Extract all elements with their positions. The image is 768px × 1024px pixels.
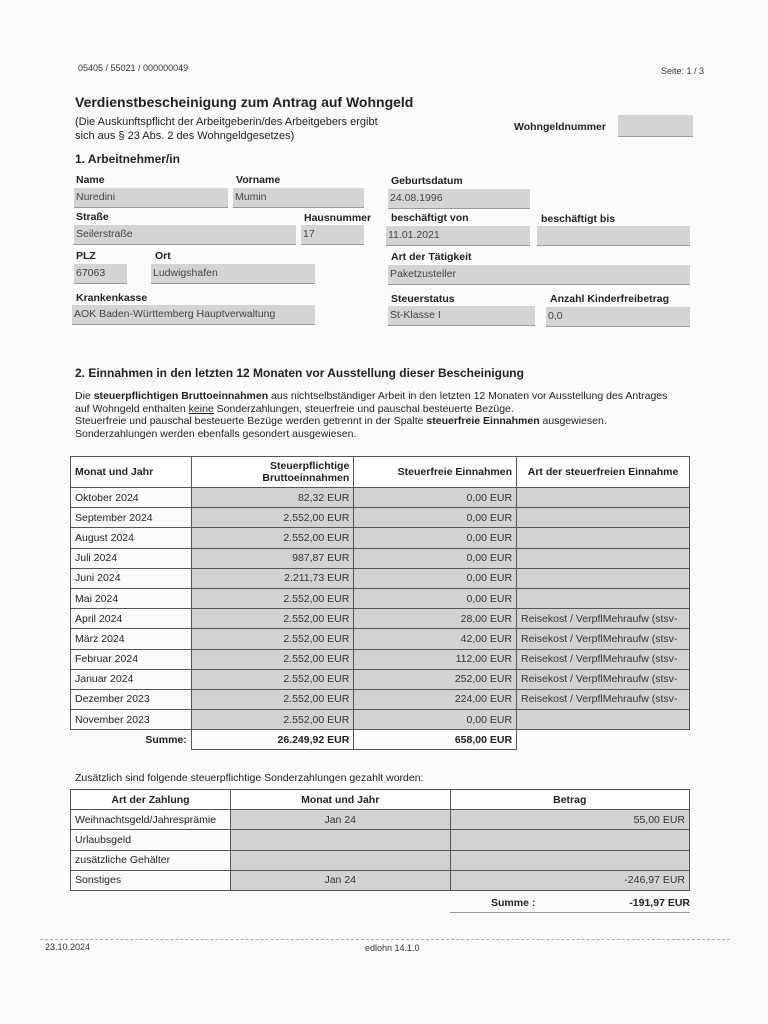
payment-type-cell: zusätzliche Gehälter: [71, 850, 231, 870]
income-row: [71, 669, 690, 689]
taetigkeit-label: Art der Tätigkeit: [391, 251, 472, 263]
col-steuerfrei: Steuerfreie Einnahmen: [354, 457, 517, 488]
brutto-cell: 2.552,00 EUR: [191, 649, 354, 669]
footer-software: edlohn 14.1.0: [365, 943, 420, 953]
art-cell: Reisekost / VerpflMehraufw (stsv-: [517, 649, 690, 669]
art-cell: [517, 548, 690, 568]
name-label: Name: [76, 174, 105, 186]
brutto-cell: 2.552,00 EUR: [191, 669, 354, 689]
income-row: [71, 689, 690, 709]
payment-month-cell: Jan 24: [230, 810, 450, 830]
income-row: [71, 649, 690, 669]
month-cell: Juni 2024: [71, 568, 192, 588]
brutto-cell: 2.552,00 EUR: [191, 629, 354, 649]
month-cell: Oktober 2024: [71, 488, 192, 508]
income-row: [71, 488, 690, 508]
hausnummer-label: Hausnummer: [304, 212, 372, 224]
intro-line-1: (Die Auskunftspflicht der Arbeitgeberin/des Arbeitgebers ergibt: [75, 116, 378, 128]
art-cell: [517, 710, 690, 730]
payment-amount-cell: [450, 830, 689, 850]
month-cell: November 2023: [71, 710, 192, 730]
beschaeftigt-bis-label: beschäftigt bis: [541, 213, 616, 225]
krankenkasse-field[interactable]: AOK Baden-Württemberg Hauptverwaltung: [72, 305, 315, 325]
plz-field[interactable]: 67063: [74, 264, 127, 284]
brutto-cell: 82,32 EUR: [191, 488, 354, 508]
art-cell: [517, 488, 690, 508]
payment-type-cell: Urlaubsgeld: [71, 830, 231, 850]
art-cell: [517, 528, 690, 548]
steuerfrei-cell: 0,00 EUR: [354, 588, 517, 608]
name-field[interactable]: Nuredini: [74, 188, 228, 208]
beschaeftigt-von-field[interactable]: 11.01.2021: [386, 226, 530, 246]
sum-label: Summe:: [145, 734, 187, 747]
geburtsdatum-label: Geburtsdatum: [391, 175, 463, 187]
brutto-cell: 987,87 EUR: [191, 548, 354, 568]
art-cell: [517, 588, 690, 608]
brutto-cell: 2.552,00 EUR: [191, 710, 354, 730]
art-cell: [517, 508, 690, 528]
payment-amount-cell: -246,97 EUR: [450, 870, 689, 890]
income-table: [70, 456, 690, 750]
col-monat: Monat und Jahr: [71, 457, 192, 488]
page-number: Seite: 1 / 3: [661, 66, 705, 76]
month-cell: April 2024: [71, 609, 192, 629]
sum-underline: [450, 912, 690, 913]
special-row: [71, 850, 690, 870]
month-cell: Dezember 2023: [71, 689, 192, 709]
art-cell: Reisekost / VerpflMehraufw (stsv-: [517, 629, 690, 649]
strasse-field[interactable]: Seilerstraße: [74, 225, 296, 245]
intro-line-2: sich aus § 23 Abs. 2 des Wohngeldgesetzes): [75, 130, 295, 142]
hausnummer-field[interactable]: 17: [301, 225, 364, 245]
taetigkeit-field[interactable]: Paketzusteller: [388, 265, 690, 285]
col-monat-jahr: Monat und Jahr: [230, 790, 450, 810]
payment-type-cell: Sonstiges: [71, 870, 231, 890]
steuerstatus-field[interactable]: St-Klasse I: [388, 306, 535, 326]
month-cell: März 2024: [71, 629, 192, 649]
special-payments-table: [70, 789, 690, 891]
steuerfrei-cell: 0,00 EUR: [354, 488, 517, 508]
income-row: [71, 588, 690, 608]
steuerfrei-cell: 112,00 EUR: [354, 649, 517, 669]
payment-month-cell: [230, 830, 450, 850]
payment-amount-cell: [450, 850, 689, 870]
income-row: [71, 568, 690, 588]
month-cell: Januar 2024: [71, 669, 192, 689]
special-row: [71, 830, 690, 850]
art-cell: Reisekost / VerpflMehraufw (stsv-: [517, 689, 690, 709]
page-title: Verdienstbescheinigung zum Antrag auf Wohngeld: [75, 94, 414, 110]
payment-month-cell: Jan 24: [230, 870, 450, 890]
sum-brutto: 26.249,92 EUR: [191, 730, 354, 750]
ort-label: Ort: [155, 250, 171, 262]
wohngeldnummer-field[interactable]: [618, 115, 693, 137]
steuerfrei-cell: 42,00 EUR: [354, 629, 517, 649]
income-row: [71, 508, 690, 528]
month-cell: August 2024: [71, 528, 192, 548]
steuerfrei-cell: 0,00 EUR: [354, 528, 517, 548]
steuerfrei-cell: 0,00 EUR: [354, 508, 517, 528]
brutto-cell: 2.211,73 EUR: [191, 568, 354, 588]
beschaeftigt-von-label: beschäftigt von: [391, 212, 469, 224]
vorname-field[interactable]: Mumin: [233, 188, 364, 208]
art-cell: [517, 568, 690, 588]
special-sum-label: Summe :: [491, 897, 536, 909]
col-betrag: Betrag: [450, 790, 689, 810]
income-row: [71, 710, 690, 730]
brutto-cell: 2.552,00 EUR: [191, 609, 354, 629]
income-row: [71, 609, 690, 629]
steuerfrei-cell: 28,00 EUR: [354, 609, 517, 629]
steuerfrei-cell: 0,00 EUR: [354, 568, 517, 588]
footer-date: 23.10.2024: [45, 942, 91, 952]
special-row: [71, 810, 690, 830]
plz-label: PLZ: [76, 250, 96, 262]
footer-divider: [40, 939, 730, 940]
sum-steuerfrei: 658,00 EUR: [354, 730, 517, 750]
col-art: Art der steuerfreien Einnahme: [517, 457, 690, 488]
kinderfreibetrag-field[interactable]: 0,0: [546, 307, 690, 327]
brutto-cell: 2.552,00 EUR: [191, 528, 354, 548]
payment-amount-cell: 55,00 EUR: [450, 810, 689, 830]
ort-field[interactable]: Ludwigshafen: [151, 264, 315, 284]
payment-type-cell: Weihnachtsgeld/Jahresprämie: [71, 810, 231, 830]
section-2-title: 2. Einnahmen in den letzten 12 Monaten vor Ausstellung dieser Bescheinigung: [75, 366, 524, 380]
month-cell: September 2024: [71, 508, 192, 528]
document-reference: 05405 / 55021 / 000000049: [78, 63, 189, 73]
month-cell: Februar 2024: [71, 649, 192, 669]
income-row: [71, 629, 690, 649]
steuerstatus-label: Steuerstatus: [391, 293, 455, 305]
art-cell: Reisekost / VerpflMehraufw (stsv-: [517, 669, 690, 689]
brutto-cell: 2.552,00 EUR: [191, 588, 354, 608]
vorname-label: Vorname: [236, 174, 281, 186]
brutto-cell: 2.552,00 EUR: [191, 689, 354, 709]
month-cell: Juli 2024: [71, 548, 192, 568]
beschaeftigt-bis-field[interactable]: [537, 226, 690, 246]
art-cell: Reisekost / VerpflMehraufw (stsv-: [517, 609, 690, 629]
col-brutto: Steuerpflichtige Bruttoeinnahmen: [191, 457, 354, 488]
kinderfreibetrag-label: Anzahl Kinderfreibetrag: [550, 293, 670, 305]
special-payments-intro: Zusätzlich sind folgende steuerpflichtige Sonderzahlungen gezahlt worden:: [75, 772, 424, 784]
special-sum: -191,97 EUR: [629, 897, 690, 909]
steuerfrei-cell: 0,00 EUR: [354, 548, 517, 568]
steuerfrei-cell: 224,00 EUR: [354, 689, 517, 709]
steuerfrei-cell: 0,00 EUR: [354, 710, 517, 730]
brutto-cell: 2.552,00 EUR: [191, 508, 354, 528]
geburtsdatum-field[interactable]: 24.08.1996: [388, 189, 530, 209]
income-row: [71, 548, 690, 568]
section-2-text: Die steuerpflichtigen Bruttoeinnahmen aus nichtselbständiger Arbeit in den letzten 12 Monaten vor Ausstellung des Antrages auf Wohngeld enthalten keine Sonderzahlungen, steuerfreie und pauschal besteuerte Bezüge. Steuerfreie und pauschal besteuerte Bezüge werden getrennt in der Spalte steuerfreie Einnahmen ausgewiesen. Sonderzahlungen werden ebenfalls gesondert ausgewiesen.: [75, 390, 668, 440]
income-row: [71, 528, 690, 548]
special-row: [71, 870, 690, 890]
wohngeldnummer-label: Wohngeldnummer: [514, 121, 606, 133]
payment-month-cell: [230, 850, 450, 870]
krankenkasse-label: Krankenkasse: [76, 292, 148, 304]
month-cell: Mai 2024: [71, 588, 192, 608]
col-art-zahlung: Art der Zahlung: [71, 790, 231, 810]
section-1-title: 1. Arbeitnehmer/in: [75, 152, 180, 166]
steuerfrei-cell: 252,00 EUR: [354, 669, 517, 689]
strasse-label: Straße: [76, 211, 109, 223]
